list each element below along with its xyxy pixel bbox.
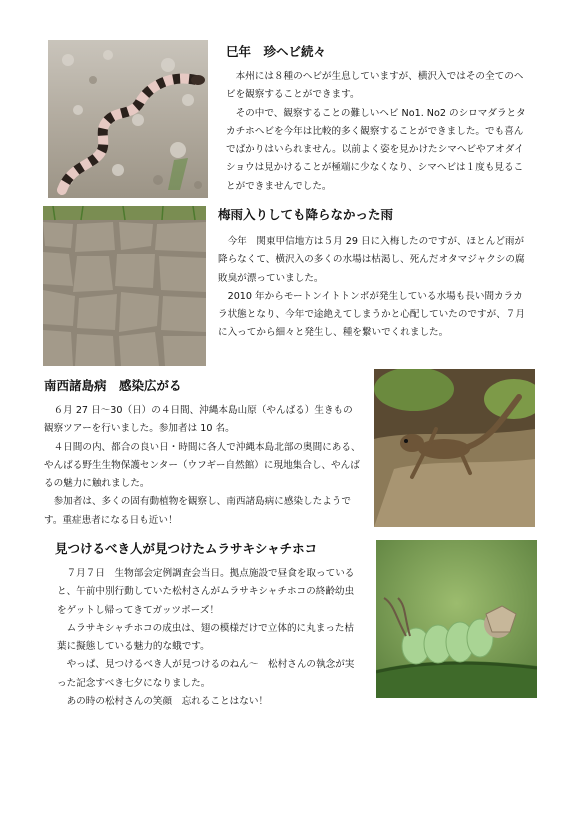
paragraph: その中で、観察することの難しいヘビ No1. No2 のシロマダラとタカチホヘビを今年は比較的多く観察することができました。でも喜んでばかりはいられません。以前よく姿を見かけたシマヘビやアオダイショウは見かけることが極端に少なくなり、シマヘビは１度も見ることができませんでした。 <box>226 107 526 192</box>
paragraph: 本州には８種のヘビが生息していますが、横沢入ではその全てのヘビを観察することができます。 <box>226 71 524 101</box>
section-body-caterpillar <box>57 565 362 711</box>
cracked-earth-photo <box>43 206 206 366</box>
section-body-rain <box>218 233 532 343</box>
paragraph: ４日間の内、都合の良い日・時間に各人で沖縄本島北部の奥間にある、やんばる野生生物保護センター（ウフギー自然館）に現地集合し、やんばるの魅力に触れました。 <box>44 441 361 490</box>
paragraph: ムラサキシャチホコの成虫は、翅の模様だけで立体的に丸まった枯葉に擬態している魅力的な蛾です。 <box>57 622 355 653</box>
paragraph: 今年 関東甲信地方は５月 29 日に入梅したのですが、ほとんど雨が降らなくて、横沢入の多くの水場は枯渇し、死んだオタマジャクシの腐敗臭が漂っていました。 <box>218 236 525 284</box>
gecko-photo <box>374 369 535 527</box>
paragraph: ７月７日 生物部会定例調査会当日。拠点施設で昼食を取っていると、午前中別行動していた松村さんがムラサキシャチホコの終齢幼虫をゲットし帰ってきてガッツポーズ！ <box>57 568 355 616</box>
snake-photo <box>48 40 208 198</box>
section-title-caterpillar: 見つけるべき人が見つけたムラサキシャチホコ <box>55 541 318 556</box>
paragraph: 参加者は、多くの固有動植物を観察し、南西諸島病に感染したようです。重症患者になる日も近い！ <box>44 496 351 526</box>
paragraph: ６月 27 日～30（日）の４日間、沖縄本島山原（やんばる）生きもの観察ツアーを行いました。参加者は 10 名。 <box>44 405 353 435</box>
section-body-nansei <box>44 402 362 530</box>
section-title-rain: 梅雨入りしても降らなかった雨 <box>218 207 394 222</box>
paragraph: 2010 年からモートンイトトンボが発生している水場も長い間カラカラ状態となり、今年で途絶えてしまうかと心配していたのですが、７月に入ってから細々と発生し、種を繋いでくれました。 <box>218 290 525 339</box>
paragraph: あの時の松村さんの笑顔 忘れることはない！ <box>66 696 269 708</box>
paragraph: やっぱ、見つけるべき人が見つけるのねん～ 松村さんの執念が実った記念すべき七夕になりました。 <box>57 659 355 689</box>
section-title-snakes: 巳年 珍ヘビ続々 <box>226 44 327 59</box>
section-title-nansei: 南西諸島病 感染広がる <box>44 378 182 393</box>
caterpillar-photo <box>376 540 537 698</box>
section-body-snakes <box>226 68 531 196</box>
